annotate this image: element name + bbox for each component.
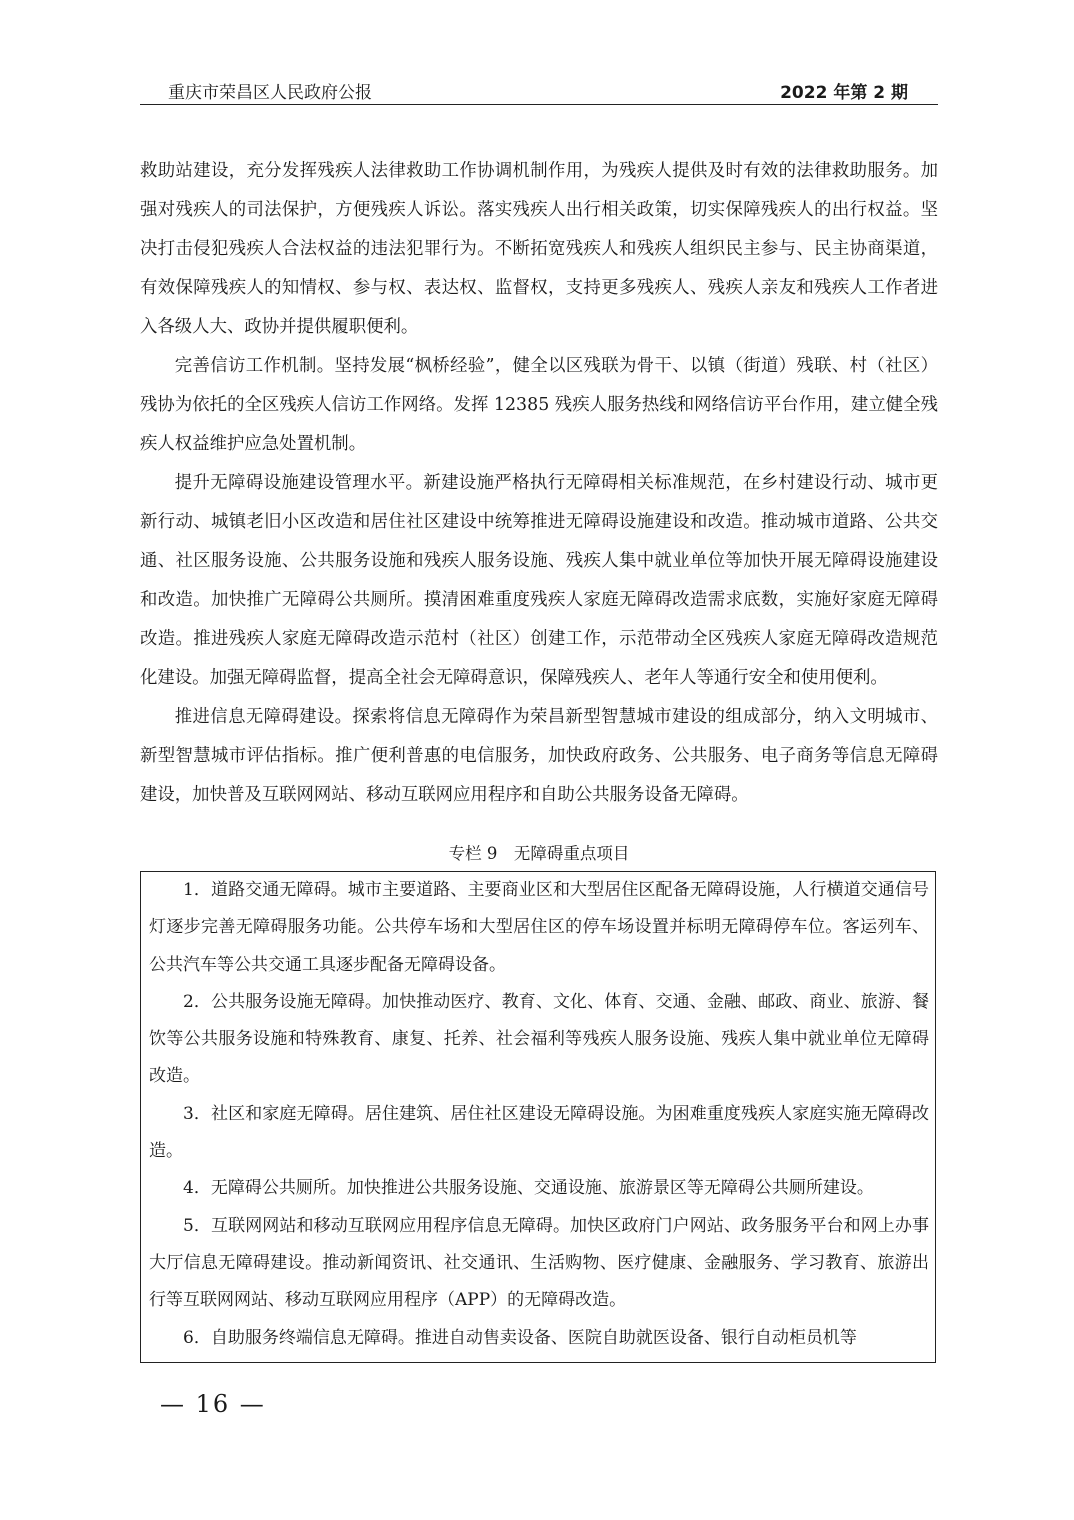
paragraph: 推进信息无障碍建设。探索将信息无障碍作为荣昌新型智慧城市建设的组成部分，纳入文明城市、新型智慧城市评估指标。推广便利普惠的电信服务，加快政府政务、公共服务、电子商务等信息无障碍建设，加快普及互联网网站、移动互联网应用程序和自助公共服务设备无障碍。 [140,707,938,805]
box-item: 2．公共服务设施无障碍。加快推动医疗、教育、文化、体育、交通、金融、邮政、商业、旅游、餐饮等公共服务设施和特殊教育、康复、托养、社会福利等残疾人服务设施、残疾人集中就业单位无障碍改造。 [149,991,929,1087]
page-header [140,74,938,105]
paragraph: 完善信访工作机制。坚持发展“枫桥经验”，健全以区残联为骨干、以镇（街道）残联、村（社区）残协为依托的全区残疾人信访工作网络。发挥 12385 残疾人服务热线和网络信访平台作用，建立健全残疾人权益维护应急处置机制。 [140,356,938,454]
body-text [140,152,938,815]
issue-number: 2022 年第 2 期 [780,83,908,103]
box-item: 3．社区和家庭无障碍。居住建筑、居住社区建设无障碍设施。为困难重度残疾人家庭实施无障碍改造。 [149,1103,929,1162]
box-item: 1．道路交通无障碍。城市主要道路、主要商业区和大型居住区配备无障碍设施，人行横道交通信号灯逐步完善无障碍服务功能。公共停车场和大型居住区的停车场设置并标明无障碍停车位。客运列车、公共汽车等公共交通工具逐步配备无障碍设备。 [149,880,929,975]
project-box [140,871,936,1363]
page-number: — 16 — [160,1390,266,1418]
box-caption: 专栏 9 无障碍重点项目 [448,844,630,863]
box-item: 4．无障碍公共厕所。加快推进公共服务设施、交通设施、旅游景区等无障碍公共厕所建设。 [183,1178,874,1199]
paragraph: 救助站建设，充分发挥残疾人法律救助工作协调机制作用，为残疾人提供及时有效的法律救助服务。加强对残疾人的司法保护，方便残疾人诉讼。落实残疾人出行相关政策，切实保障残疾人的出行权益。坚决打击侵犯残疾人合法权益的违法犯罪行为。不断拓宽残疾人和残疾人组织民主参与、民主协商渠道，有效保障残疾人的知情权、参与权、表达权、监督权，支持更多残疾人、残疾人亲友和残疾人工作者进入各级人大、政协并提供履职便利。 [140,161,938,337]
publication-title: 重庆市荣昌区人民政府公报 [168,83,372,103]
box-item: 5．互联网网站和移动互联网应用程序信息无障碍。加快区政府门户网站、政务服务平台和网上办事大厅信息无障碍建设。推动新闻资讯、社交通讯、生活购物、医疗健康、金融服务、学习教育、旅游出行等互联网网站、移动互联网应用程序（APP）的无障碍改造。 [149,1215,929,1311]
paragraph: 提升无障碍设施建设管理水平。新建设施严格执行无障碍相关标准规范，在乡村建设行动、城市更新行动、城镇老旧小区改造和居住社区建设中统筹推进无障碍设施建设和改造。推动城市道路、公共交通、社区服务设施、公共服务设施和残疾人服务设施、残疾人集中就业单位等加快开展无障碍设施建设和改造。加快推广无障碍公共厕所。摸清困难重度残疾人家庭无障碍改造需求底数，实施好家庭无障碍改造。推进残疾人家庭无障碍改造示范村（社区）创建工作，示范带动全区残疾人家庭无障碍改造规范化建设。加强无障碍监督，提高全社会无障碍意识，保障残疾人、老年人等通行安全和使用便利。 [140,473,938,688]
box-item: 6．自助服务终端信息无障碍。推进自动售卖设备、医院自助就医设备、银行自动柜员机等 [183,1327,857,1348]
